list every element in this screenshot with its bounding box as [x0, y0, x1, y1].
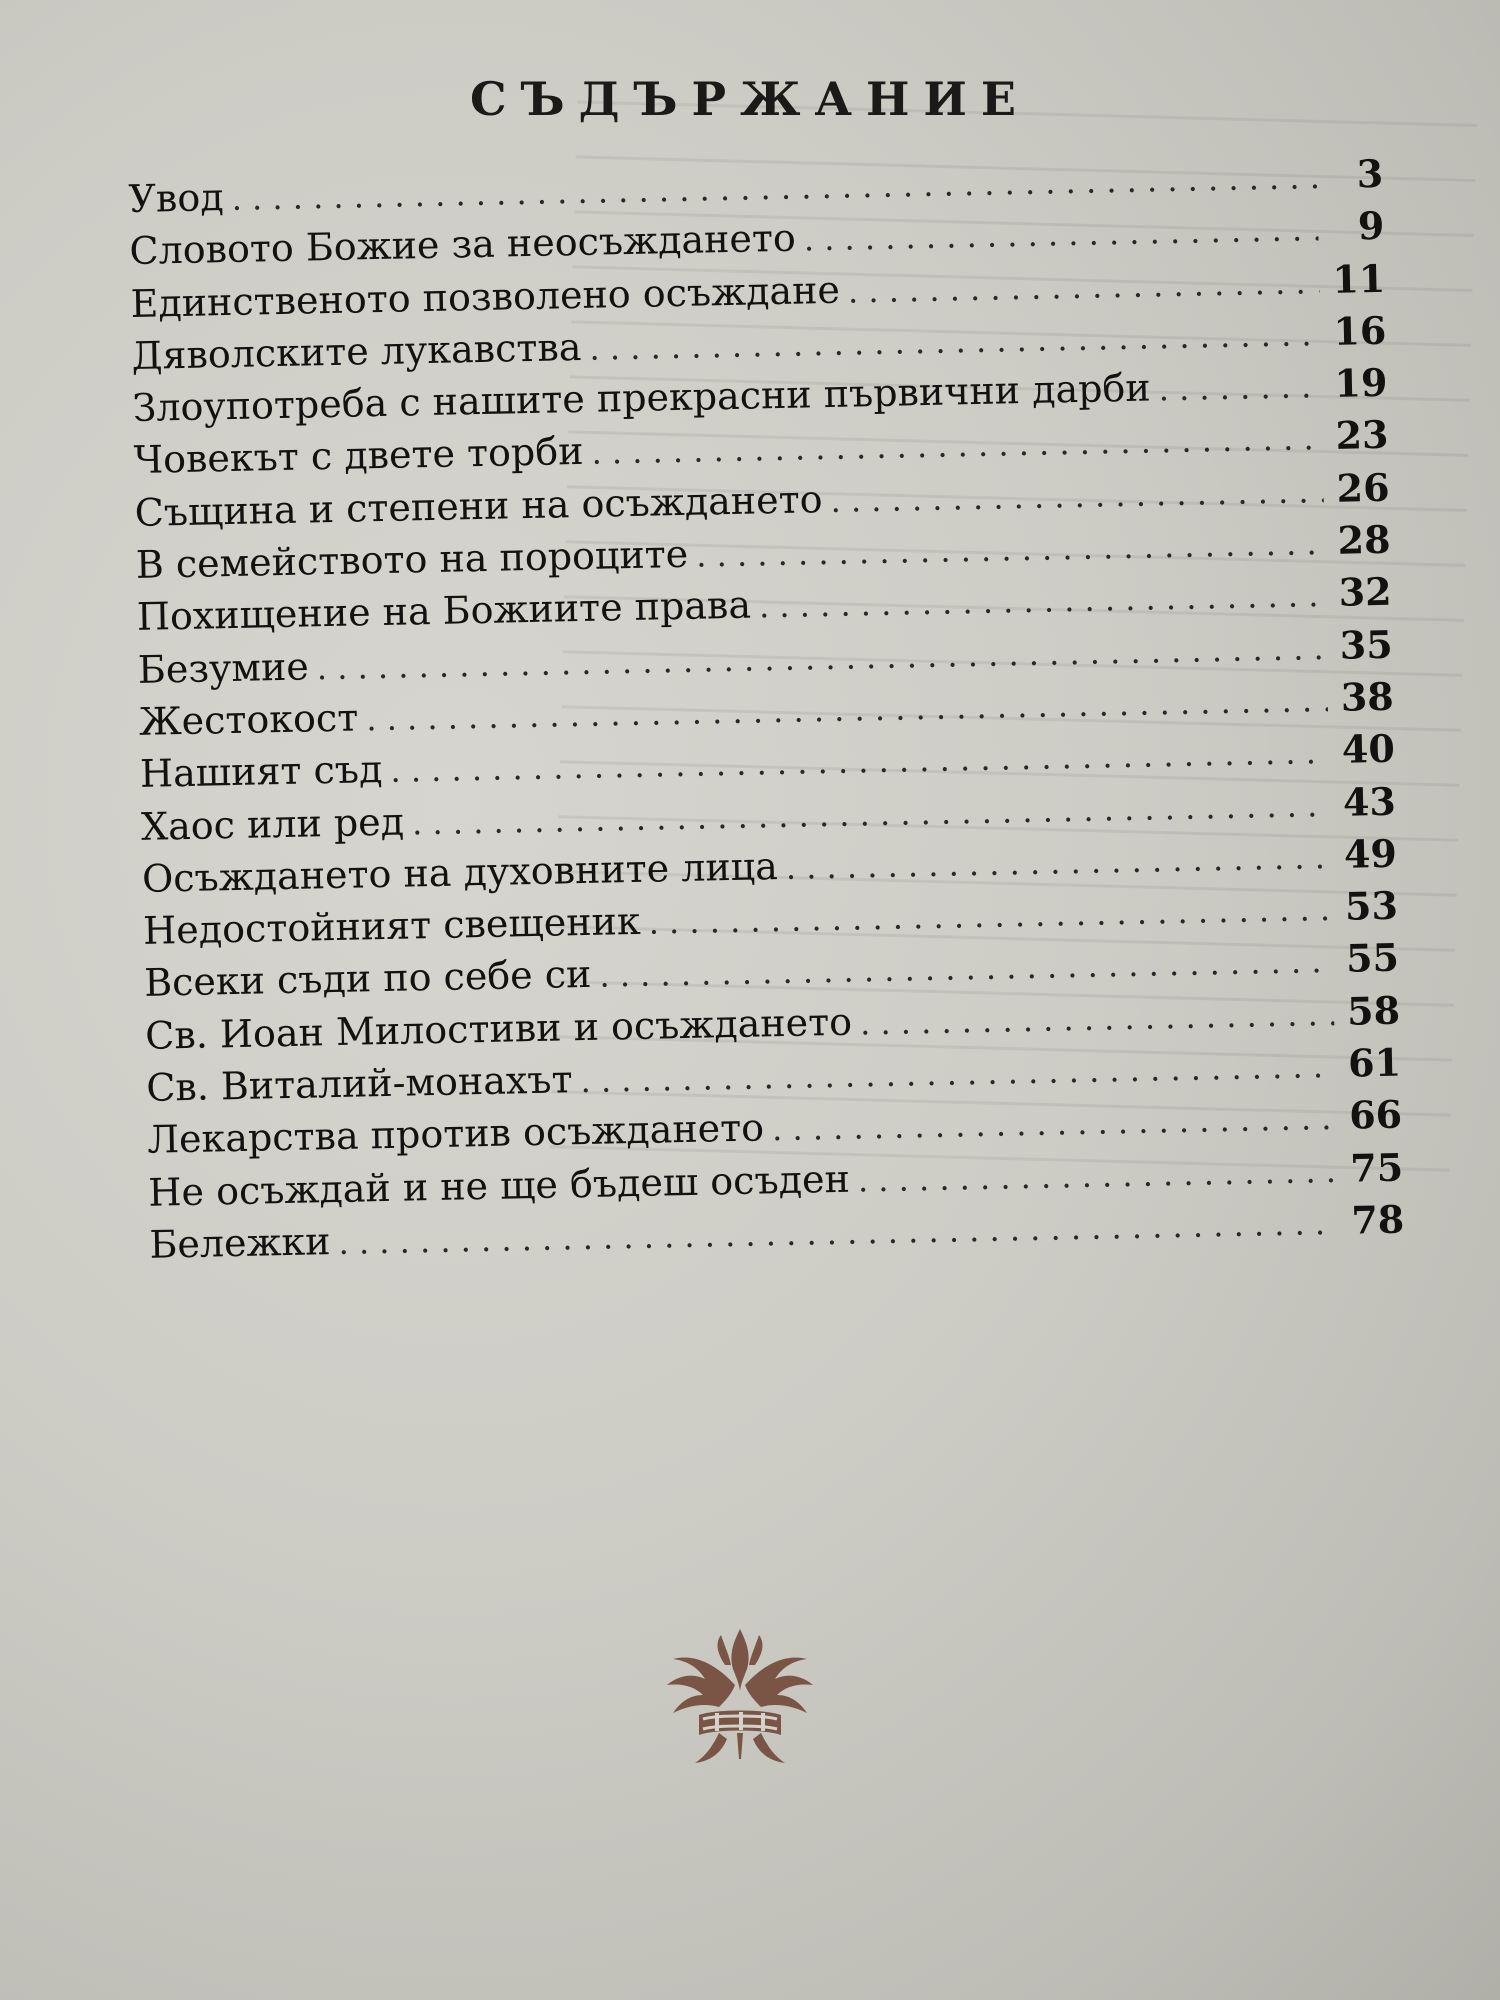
toc-entry-title: Лекарства против осъждането: [146, 1105, 765, 1163]
toc-entry-page-number: 38: [1340, 673, 1395, 720]
toc-entry-page-number: 11: [1331, 255, 1386, 302]
toc-entry-page-number: 28: [1337, 516, 1391, 563]
dot-leader: [772, 1099, 1337, 1148]
toc-entry-page-number: 58: [1346, 987, 1401, 1034]
toc-entry-title: Бележки: [149, 1219, 331, 1267]
toc-entry-title: Злоупотреба с нашите прекрасни първични дарби: [132, 365, 1152, 431]
toc-entry-title: Нашият съд: [139, 747, 383, 797]
dot-leader: [580, 1047, 1335, 1100]
toc-entry-title: Похищение на Божиите права: [136, 582, 752, 640]
toc-entry-title: Единственото позволено осъждане: [130, 267, 841, 326]
toc-entry-title: Безумие: [137, 644, 310, 692]
toc-entry-page-number: 9: [1357, 203, 1385, 249]
dot-leader: [599, 942, 1333, 995]
dot-leader: [696, 524, 1325, 575]
toc-entry-page-number: 75: [1349, 1144, 1404, 1191]
toc-entry-page-number: 19: [1334, 359, 1388, 407]
toc-entry-page-number: 49: [1343, 830, 1398, 877]
dot-leader: [860, 995, 1335, 1043]
dot-leader: [1158, 367, 1322, 408]
toc-entry-page-number: 35: [1339, 621, 1394, 668]
toc-entry-title: Св. Иоан Милостиви и осъждането: [144, 999, 853, 1058]
dot-leader: [648, 890, 1332, 942]
toc-entry-page-number: 43: [1342, 778, 1397, 825]
toc-entry-page-number: 16: [1333, 307, 1387, 354]
toc-entry-page-number: 40: [1341, 725, 1396, 773]
toc-entry-title: Хаос или ред: [140, 799, 405, 849]
dot-leader: [589, 315, 1321, 368]
dot-leader: [803, 210, 1318, 258]
dot-leader: [759, 576, 1326, 625]
toc-entry-title: Същина и степени на осъждането: [134, 476, 823, 535]
toc-entry-page-number: 26: [1336, 464, 1390, 511]
toc-entry-page-number: 61: [1347, 1039, 1402, 1086]
dot-leader: [830, 472, 1324, 520]
toc-entry-title: Не осъждай и не ще бъдеш осъден: [147, 1156, 851, 1215]
toc-entry-page-number: 53: [1344, 882, 1399, 929]
toc-entry-title: В семейството на пороците: [135, 531, 689, 587]
toc-entry-title: Св. Виталий-монахът: [145, 1057, 573, 1110]
toc-entry-page-number: 23: [1335, 412, 1389, 459]
dot-leader: [857, 1152, 1337, 1200]
toc-entry-title: Увод: [128, 175, 225, 221]
toc-entry-title: Недостойният свещеник: [142, 899, 642, 953]
dot-leader: [848, 263, 1320, 310]
dot-leader: [591, 420, 1323, 473]
toc-entry-title: Дяволските лукавства: [131, 324, 582, 378]
toc-entry-title: Човекът с двете торби: [133, 429, 584, 483]
toc-entry-page-number: 66: [1348, 1091, 1403, 1139]
toc-entry-title: Жестокост: [138, 695, 359, 744]
toc-entry-title: Всеки съди по себе си: [143, 952, 592, 1006]
fleuron-icon: [655, 1625, 825, 1775]
page-title: СЪДЪРЖАНИЕ: [470, 72, 1030, 126]
table-of-contents: [128, 151, 1405, 1274]
toc-entry-title: Осъждането на духовните лица: [141, 843, 779, 901]
toc-entry-page-number: 55: [1345, 935, 1400, 982]
dot-leader: [785, 838, 1331, 887]
toc-entry-page-number: 78: [1350, 1196, 1405, 1243]
toc-entry-page-number: 3: [1356, 150, 1384, 197]
toc-entry-page-number: 32: [1338, 569, 1393, 616]
toc-entry-title: Словото Божие за неосъждането: [129, 215, 797, 274]
